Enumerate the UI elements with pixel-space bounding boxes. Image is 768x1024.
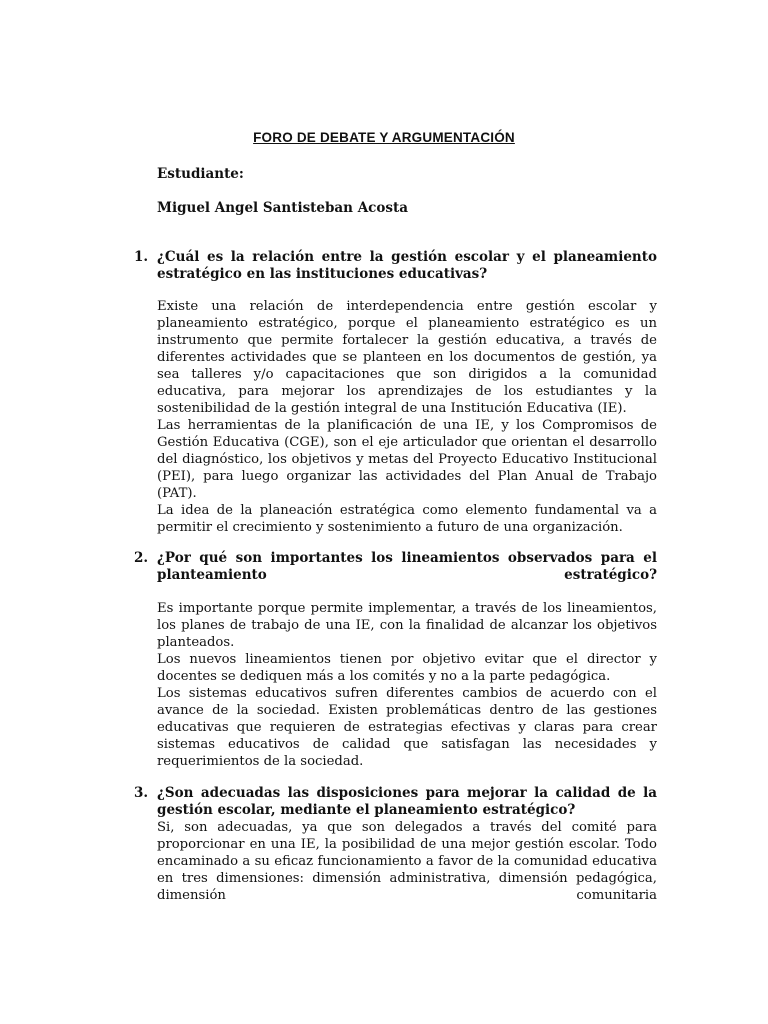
answer-block — [157, 298, 657, 536]
student-name: Miguel Angel Santisteban Acosta — [157, 200, 408, 216]
answer-paragraph: Es importante porque permite implementar, a través de los lineamientos, los planes de trabajo de una IE, con la finalidad de alcanzar los objetivos planteados. — [157, 601, 657, 650]
question-text: ¿Cuál es la relación entre la gestión escolar y el planeamiento estratégico en las instituciones educativas? — [157, 249, 657, 282]
question-number: 1. — [134, 249, 149, 265]
answer-block — [157, 600, 657, 770]
student-label: Estudiante: — [157, 166, 244, 182]
document-title: FORO DE DEBATE Y ARGUMENTACIÓN — [253, 130, 515, 145]
question-number: 3. — [134, 785, 149, 801]
question-text — [157, 550, 657, 584]
answer-paragraph: Si, son adecuadas, ya que son delegados a través del comité para proporcionar en una IE, la posibilidad de una mejor gestión escolar. Todo encaminado a su eficaz funcionamiento a favor de la comunidad educativa en tres dimensiones: dimensión administrativa, dimensión pedagógica, dimensión comunitaria — [157, 820, 657, 903]
answer-paragraph: Las herramientas de la planificación de una IE, y los Compromisos de Gestión Educativa (CGE), son el eje articulador que orientan el desarrollo del diagnóstico, los objetivos y metas del Proyecto Educativo Institucional (PEI), para luego organizar las actividades del Plan Anual de Trabajo (PAT). — [157, 418, 657, 501]
answer-paragraph: Los nuevos lineamientos tienen por objetivo evitar que el director y docentes se dediquen más a los comités y no a la parte pedagógica. — [157, 652, 657, 684]
answer-paragraph: Existe una relación de interdependencia entre gestión escolar y planeamiento estratégico, porque el planeamiento estratégico es un instrumento que permite fortalecer la gestión educativa, a través de diferentes actividades que se planteen en los documentos de gestión, ya sea talleres y/o capacitaciones que son dirigidos a la comunidad educativa, para mejorar los aprendizajes de los estudiantes y la sostenibilidad de la gestión integral de una Institución Educativa (IE). — [157, 299, 657, 416]
answer-paragraph: Los sistemas educativos sufren diferentes cambios de acuerdo con el avance de la sociedad. Existen problemáticas dentro de las gestiones educativas que requieren de estrategias efectivas y claras para crear sistemas educativos de calidad que satisfagan las necesidades y requerimientos de la sociedad. — [157, 686, 657, 769]
answer-paragraph: La idea de la planeación estratégica como elemento fundamental va a permitir el crecimiento y sostenimiento a futuro de una organización. — [157, 503, 657, 535]
question-text-content: ¿Por qué son importantes los lineamientos observados para el planteamiento estratégico? — [157, 550, 657, 583]
answer-block — [157, 819, 657, 904]
question-text: ¿Son adecuadas las disposiciones para mejorar la calidad de la gestión escolar, mediante el planeamiento estratégico? — [157, 785, 657, 818]
question-number: 2. — [134, 550, 149, 566]
